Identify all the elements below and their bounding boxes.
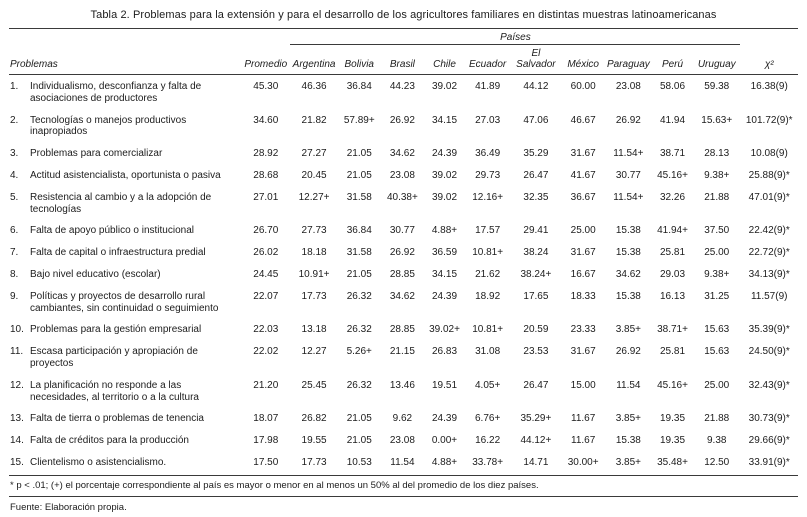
value-cell: 18.92 bbox=[475, 290, 501, 302]
value-cell: 44.12 bbox=[523, 81, 549, 92]
value-cell: 23.08 bbox=[389, 169, 415, 181]
value-cell: 28.85 bbox=[389, 268, 415, 280]
row-number: 4. bbox=[10, 169, 19, 181]
chi-squared-cell: 33.91(9)* bbox=[740, 451, 798, 475]
value-cell: 19.35 bbox=[660, 413, 686, 425]
countries-group-row bbox=[9, 29, 798, 45]
row-number: 15. bbox=[10, 456, 24, 468]
value-cell: 41.94 bbox=[660, 114, 686, 126]
value-cell: 46.36 bbox=[301, 81, 327, 92]
row-number: 11. bbox=[10, 346, 24, 358]
col-promedio: Promedio bbox=[241, 45, 290, 75]
value-cell: 11.54+ bbox=[613, 191, 644, 203]
row-number: 10. bbox=[10, 324, 24, 336]
col-country-9: Perú bbox=[652, 45, 693, 75]
value-cell: 38.71+ bbox=[657, 324, 688, 336]
value-cell: 13.18 bbox=[301, 324, 327, 336]
problem-cell bbox=[9, 186, 241, 220]
chi-squared-cell: 24.50(9)* bbox=[748, 346, 790, 358]
value-cell: 34.62 bbox=[389, 148, 415, 160]
table-row bbox=[9, 186, 798, 220]
problem-cell bbox=[9, 285, 241, 319]
problem-cell bbox=[9, 241, 241, 263]
row-number: 13. bbox=[10, 413, 24, 425]
data-table bbox=[9, 28, 798, 476]
problem-cell bbox=[9, 164, 241, 186]
value-cell: 25.00 bbox=[570, 225, 596, 237]
problem-text: La planificación no responde a las necesidades, al territorio o a la cultura bbox=[30, 379, 199, 403]
value-cell: 18.33 bbox=[570, 290, 596, 302]
value-cell: 10.91+ bbox=[298, 268, 330, 280]
row-number: 5. bbox=[10, 191, 19, 203]
col-problemas: Problemas bbox=[9, 45, 241, 75]
problem-text: Falta de tierra o problemas de tenencia bbox=[30, 413, 204, 425]
value-cell: 9.38 bbox=[707, 435, 727, 447]
table-row bbox=[9, 164, 798, 186]
value-cell: 32.26 bbox=[660, 191, 686, 203]
value-cell: 35.48+ bbox=[652, 451, 693, 475]
value-cell: 19.51 bbox=[431, 379, 458, 391]
problem-cell bbox=[9, 75, 241, 109]
col-country-7: México bbox=[562, 45, 605, 75]
col-country-6: El Salvador bbox=[510, 45, 561, 75]
value-cell: 21.15 bbox=[389, 346, 415, 358]
value-cell: 25.45 bbox=[301, 379, 327, 391]
table-row bbox=[9, 318, 798, 340]
group-spacer-right bbox=[740, 29, 798, 45]
value-cell: 15.63 bbox=[704, 324, 730, 336]
table-row bbox=[9, 241, 798, 263]
value-cell: 21.05 bbox=[346, 169, 372, 181]
value-cell: 15.38 bbox=[615, 435, 641, 447]
value-cell: 26.47 bbox=[523, 379, 549, 391]
value-cell: 21.05 bbox=[346, 148, 372, 160]
table-row bbox=[9, 340, 798, 374]
value-cell: 31.67 bbox=[570, 346, 596, 358]
value-cell: 21.62 bbox=[475, 268, 501, 280]
problem-text: Clientelismo o asistencialismo. bbox=[30, 456, 167, 468]
value-cell: 31.58 bbox=[346, 191, 372, 203]
value-cell: 34.62 bbox=[389, 290, 415, 302]
countries-group-header: Países bbox=[290, 29, 740, 45]
col-country-3: Brasil bbox=[381, 45, 424, 75]
value-cell: 26.32 bbox=[346, 379, 372, 391]
value-cell: 34.15 bbox=[431, 268, 458, 280]
value-cell: 27.03 bbox=[475, 114, 501, 126]
chi-squared-cell: 34.13(9)* bbox=[748, 268, 790, 280]
row-number: 14. bbox=[10, 435, 24, 447]
chi-squared-cell: 16.38(9) bbox=[750, 81, 788, 92]
value-cell: 31.58 bbox=[346, 247, 372, 259]
col-chi-squared: χ² bbox=[740, 45, 798, 75]
value-cell: 59.38 bbox=[704, 81, 730, 92]
value-cell: 11.67 bbox=[571, 413, 596, 425]
value-cell: 17.73 bbox=[301, 290, 327, 302]
table-row bbox=[9, 219, 798, 241]
chi-squared-cell: 22.42(9)* bbox=[748, 225, 790, 237]
table-row bbox=[9, 109, 798, 143]
value-cell: 0.00+ bbox=[431, 435, 458, 447]
row-number: 1. bbox=[10, 81, 19, 92]
value-cell: 21.05 bbox=[346, 268, 372, 280]
value-cell: 45.16+ bbox=[657, 379, 688, 391]
value-cell: 34.62 bbox=[615, 268, 641, 280]
promedio-cell: 21.20 bbox=[253, 379, 279, 391]
chi-squared-cell: 11.57(9) bbox=[750, 290, 788, 302]
value-cell: 39.02+ bbox=[429, 324, 460, 336]
value-cell: 14.71 bbox=[510, 451, 561, 475]
value-cell: 21.88 bbox=[704, 191, 730, 203]
value-cell: 12.27 bbox=[301, 346, 327, 358]
value-cell: 30.77 bbox=[389, 225, 415, 237]
value-cell: 23.33 bbox=[570, 324, 596, 336]
value-cell: 24.39 bbox=[431, 290, 458, 302]
value-cell: 23.08 bbox=[615, 81, 641, 92]
chi-squared-cell: 30.73(9)* bbox=[748, 413, 790, 425]
value-cell: 26.92 bbox=[615, 346, 641, 358]
value-cell: 26.32 bbox=[346, 324, 372, 336]
row-number: 2. bbox=[10, 114, 19, 126]
problem-text: Políticas y proyectos de desarrollo rural cambiantes, sin continuidad o seguimiento bbox=[30, 290, 219, 314]
value-cell: 33.78+ bbox=[465, 451, 510, 475]
value-cell: 17.65 bbox=[523, 290, 549, 302]
promedio-cell: 18.07 bbox=[253, 413, 279, 425]
promedio-cell: 17.50 bbox=[241, 451, 290, 475]
promedio-cell: 22.03 bbox=[253, 324, 279, 336]
value-cell: 15.38 bbox=[615, 247, 641, 259]
value-cell: 16.13 bbox=[660, 290, 686, 302]
value-cell: 37.50 bbox=[704, 225, 730, 237]
col-country-5: Ecuador bbox=[465, 45, 510, 75]
problem-cell bbox=[9, 142, 241, 164]
col-country-8: Paraguay bbox=[605, 45, 652, 75]
table-row bbox=[9, 451, 798, 475]
value-cell: 19.35 bbox=[660, 435, 686, 447]
value-cell: 3.85+ bbox=[605, 451, 652, 475]
value-cell: 31.67 bbox=[570, 247, 596, 259]
value-cell: 21.05 bbox=[346, 435, 372, 447]
chi-squared-cell: 10.08(9) bbox=[750, 148, 788, 160]
col-country-10: Uruguay bbox=[693, 45, 740, 75]
problem-text: Escasa participación y apropiación de proyectos bbox=[30, 346, 198, 369]
value-cell: 36.59 bbox=[431, 247, 458, 259]
value-cell: 16.22 bbox=[475, 435, 501, 447]
row-number: 9. bbox=[10, 290, 19, 302]
value-cell: 26.82 bbox=[301, 413, 327, 425]
problem-cell bbox=[9, 451, 241, 475]
value-cell: 17.73 bbox=[290, 451, 337, 475]
promedio-cell: 27.01 bbox=[253, 191, 279, 203]
value-cell: 4.88+ bbox=[424, 451, 465, 475]
value-cell: 20.45 bbox=[301, 169, 327, 181]
value-cell: 15.38 bbox=[615, 225, 641, 237]
row-number: 6. bbox=[10, 225, 19, 237]
problem-cell bbox=[9, 374, 241, 408]
value-cell: 38.24+ bbox=[520, 268, 552, 280]
value-cell: 26.47 bbox=[523, 169, 549, 181]
table-row bbox=[9, 263, 798, 285]
table-row bbox=[9, 142, 798, 164]
value-cell: 16.67 bbox=[570, 268, 596, 280]
chi-squared-cell: 25.88(9)* bbox=[748, 169, 790, 181]
value-cell: 58.06 bbox=[660, 81, 686, 92]
value-cell: 24.39 bbox=[431, 148, 458, 160]
value-cell: 28.85 bbox=[389, 324, 415, 336]
chi-squared-cell: 35.39(9)* bbox=[748, 324, 790, 336]
col-country-4: Chile bbox=[424, 45, 465, 75]
value-cell: 39.02 bbox=[431, 81, 458, 92]
value-cell: 3.85+ bbox=[615, 324, 642, 336]
value-cell: 12.16+ bbox=[472, 191, 504, 203]
promedio-cell: 17.98 bbox=[253, 435, 279, 447]
value-cell: 25.00 bbox=[704, 247, 730, 259]
promedio-cell: 22.07 bbox=[253, 290, 279, 302]
chi-squared-cell: 32.43(9)* bbox=[748, 379, 790, 391]
problem-text: Tecnologías o manejos productivos inapropiados bbox=[30, 114, 187, 138]
value-cell: 21.05 bbox=[346, 413, 372, 425]
value-cell: 24.39 bbox=[431, 413, 458, 425]
value-cell: 31.25 bbox=[704, 290, 730, 302]
value-cell: 44.23 bbox=[389, 81, 415, 92]
problem-text: Individualismo, desconfianza y falta de asociaciones de productores bbox=[30, 81, 202, 104]
row-number: 7. bbox=[10, 247, 19, 259]
value-cell: 57.89+ bbox=[343, 114, 375, 126]
value-cell: 26.32 bbox=[346, 290, 372, 302]
problem-cell bbox=[9, 429, 241, 451]
problem-text: Bajo nivel educativo (escolar) bbox=[30, 268, 161, 280]
col-country-2: Bolivia bbox=[338, 45, 381, 75]
value-cell: 10.81+ bbox=[472, 247, 504, 259]
value-cell: 20.59 bbox=[523, 324, 549, 336]
value-cell: 30.77 bbox=[615, 169, 641, 181]
value-cell: 10.53 bbox=[338, 451, 381, 475]
problem-text: Resistencia al cambio y a la adopción de tecnologías bbox=[30, 191, 212, 215]
value-cell: 36.84 bbox=[346, 225, 372, 237]
value-cell: 31.67 bbox=[570, 148, 596, 160]
col-country-1: Argentina bbox=[290, 45, 337, 75]
table-title: Tabla 2. Problemas para la extensión y para el desarrollo de los agricultores familiares en distintas muestras latinoamericanas bbox=[90, 9, 717, 21]
value-cell: 32.35 bbox=[523, 191, 549, 203]
problem-cell bbox=[9, 219, 241, 241]
value-cell: 25.81 bbox=[660, 346, 686, 358]
promedio-cell: 26.02 bbox=[253, 247, 279, 259]
value-cell: 9.38+ bbox=[704, 169, 730, 181]
chi-squared-cell: 101.72(9)* bbox=[745, 114, 793, 126]
group-spacer-left bbox=[9, 29, 290, 45]
promedio-cell: 26.70 bbox=[253, 225, 279, 237]
value-cell: 11.67 bbox=[571, 435, 596, 447]
promedio-cell: 34.60 bbox=[253, 114, 279, 126]
value-cell: 4.05+ bbox=[474, 379, 501, 391]
value-cell: 9.38+ bbox=[704, 268, 730, 280]
value-cell: 60.00 bbox=[570, 81, 596, 92]
value-cell: 18.18 bbox=[301, 247, 327, 259]
footnote-source: Fuente: Elaboración propia. bbox=[10, 501, 127, 513]
value-cell: 15.00 bbox=[570, 379, 596, 391]
value-cell: 45.16+ bbox=[657, 169, 688, 181]
value-cell: 41.67 bbox=[570, 169, 596, 181]
problem-cell bbox=[9, 407, 241, 429]
table-row bbox=[9, 374, 798, 408]
row-number: 8. bbox=[10, 268, 19, 280]
value-cell: 6.76+ bbox=[474, 413, 501, 425]
value-cell: 36.84 bbox=[346, 81, 372, 92]
value-cell: 26.92 bbox=[389, 247, 415, 259]
value-cell: 17.57 bbox=[475, 225, 501, 237]
value-cell: 4.88+ bbox=[431, 225, 458, 237]
value-cell: 29.41 bbox=[523, 225, 549, 237]
promedio-cell: 28.68 bbox=[253, 169, 279, 181]
value-cell: 47.06 bbox=[523, 114, 549, 126]
value-cell: 41.89 bbox=[475, 81, 501, 92]
value-cell: 25.00 bbox=[704, 379, 730, 391]
value-cell: 11.54 bbox=[381, 451, 424, 475]
value-cell: 30.00+ bbox=[562, 451, 605, 475]
value-cell: 28.13 bbox=[704, 148, 730, 160]
value-cell: 12.27+ bbox=[298, 191, 330, 203]
value-cell: 23.08 bbox=[389, 435, 415, 447]
table-row bbox=[9, 75, 798, 109]
value-cell: 15.63+ bbox=[701, 114, 733, 126]
problem-text: Problemas para la gestión empresarial bbox=[30, 324, 202, 336]
value-cell: 46.67 bbox=[570, 114, 596, 126]
value-cell: 3.85+ bbox=[615, 413, 642, 425]
value-cell: 10.81+ bbox=[472, 324, 504, 336]
value-cell: 41.94+ bbox=[657, 225, 688, 237]
value-cell: 36.49 bbox=[475, 148, 501, 160]
value-cell: 15.63 bbox=[704, 346, 730, 358]
problem-text: Falta de capital o infraestructura predial bbox=[30, 247, 206, 259]
value-cell: 23.53 bbox=[523, 346, 549, 358]
problem-text: Falta de créditos para la producción bbox=[30, 435, 189, 447]
promedio-cell: 45.30 bbox=[253, 81, 279, 92]
value-cell: 11.54 bbox=[616, 379, 641, 391]
value-cell: 11.54+ bbox=[613, 148, 644, 160]
problem-cell bbox=[9, 263, 241, 285]
value-cell: 5.26+ bbox=[346, 346, 372, 358]
value-cell: 36.67 bbox=[570, 191, 596, 203]
value-cell: 12.50 bbox=[693, 451, 740, 475]
chi-squared-cell: 29.66(9)* bbox=[748, 435, 790, 447]
table-row bbox=[9, 429, 798, 451]
value-cell: 9.62 bbox=[392, 413, 413, 425]
value-cell: 38.71 bbox=[660, 148, 686, 160]
problem-text: Actitud asistencialista, oportunista o pasiva bbox=[30, 169, 221, 181]
value-cell: 26.92 bbox=[389, 114, 415, 126]
row-number: 3. bbox=[10, 148, 19, 160]
value-cell: 35.29 bbox=[523, 148, 549, 160]
value-cell: 34.15 bbox=[431, 114, 458, 126]
value-cell: 29.73 bbox=[475, 169, 501, 181]
value-cell: 27.27 bbox=[301, 148, 327, 160]
column-header-row bbox=[9, 45, 798, 75]
value-cell: 44.12+ bbox=[520, 435, 552, 447]
promedio-cell: 22.02 bbox=[253, 346, 279, 358]
footnote-significance: * p < .01; (+) el porcentaje correspondiente al país es mayor o menor en al menos un 50% al del promedio de los diez países. bbox=[9, 476, 798, 497]
chi-squared-cell: 47.01(9)* bbox=[748, 191, 790, 203]
value-cell: 15.38 bbox=[615, 290, 641, 302]
value-cell: 27.73 bbox=[301, 225, 327, 237]
problem-text: Falta de apoyo público o institucional bbox=[30, 225, 194, 237]
value-cell: 35.29+ bbox=[520, 413, 552, 425]
value-cell: 13.46 bbox=[389, 379, 415, 391]
value-cell: 21.88 bbox=[704, 413, 730, 425]
value-cell: 39.02 bbox=[431, 169, 458, 181]
value-cell: 26.83 bbox=[431, 346, 458, 358]
table-row bbox=[9, 407, 798, 429]
value-cell: 40.38+ bbox=[386, 191, 418, 203]
problem-cell bbox=[9, 318, 241, 340]
value-cell: 39.02 bbox=[431, 191, 458, 203]
value-cell: 25.81 bbox=[660, 247, 686, 259]
value-cell: 21.82 bbox=[301, 114, 327, 126]
problem-cell bbox=[9, 340, 241, 374]
chi-squared-cell: 22.72(9)* bbox=[748, 247, 790, 259]
promedio-cell: 28.92 bbox=[253, 148, 279, 160]
value-cell: 31.08 bbox=[475, 346, 501, 358]
problem-text: Problemas para comercializar bbox=[30, 148, 163, 160]
problem-cell bbox=[9, 109, 241, 143]
value-cell: 26.92 bbox=[615, 114, 641, 126]
value-cell: 19.55 bbox=[301, 435, 327, 447]
value-cell: 38.24 bbox=[523, 247, 549, 259]
value-cell: 29.03 bbox=[660, 268, 686, 280]
row-number: 12. bbox=[10, 379, 24, 391]
promedio-cell: 24.45 bbox=[253, 268, 279, 280]
table-row bbox=[9, 285, 798, 319]
